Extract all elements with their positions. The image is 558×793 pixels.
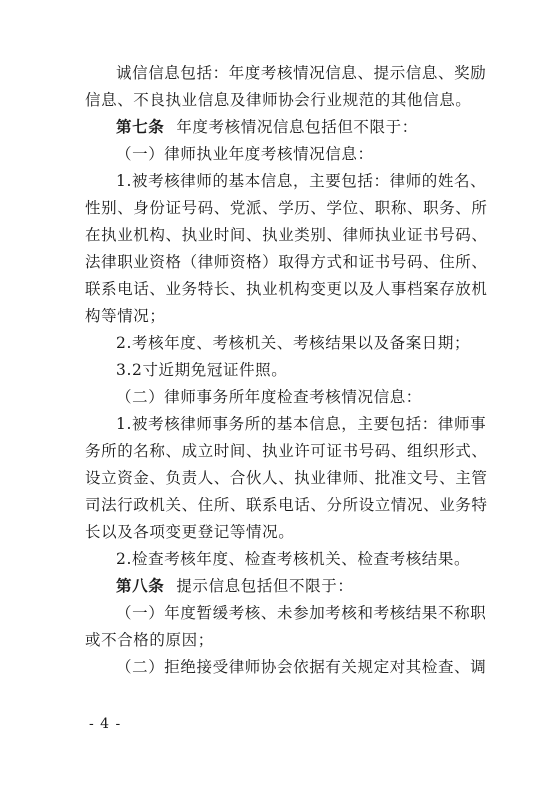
line-text: 信息、不良执业信息及律师协会行业规范的其他信息。 (85, 91, 472, 109)
text-line (85, 519, 477, 546)
line-text: （一）年度暂缓考核、未参加考核和考核结果不称职 (116, 604, 487, 622)
text-line (85, 492, 488, 519)
article-heading: 第七条 (116, 118, 165, 136)
article-line (85, 573, 477, 600)
line-text: 司法行政机关、住所、联系电话、分所设立情况、业务特 (85, 496, 488, 514)
text-line (85, 87, 477, 114)
text-line (85, 60, 487, 87)
line-text: 3.2寸近期免冠证件照。 (116, 361, 288, 379)
text-line (85, 357, 477, 384)
text-line (85, 276, 488, 303)
text-line (85, 627, 477, 654)
line-text: 联系电话、业务特长、执业机构变更以及人事档案存放机 (85, 280, 488, 298)
text-line (85, 249, 488, 276)
line-text: 在执业机构、执业时间、执业类别、律师执业证书号码、 (85, 226, 488, 244)
line-text: （二）律师事务所年度检查考核情况信息： (116, 388, 422, 406)
line-text: （二）拒绝接受律师协会依据有关规定对其检查、调 (116, 658, 487, 676)
line-text: 法律职业资格（律师资格）取得方式和证书号码、住所、 (85, 253, 488, 271)
text-line (85, 546, 477, 573)
text-line (85, 438, 488, 465)
line-text: 或不合格的原因； (85, 631, 214, 649)
text-line (85, 330, 477, 357)
text-line (85, 141, 477, 168)
document-body (85, 60, 488, 681)
line-text: 年度考核情况信息包括但不限于： (176, 118, 418, 136)
text-line (85, 303, 477, 330)
line-text: 2.考核年度、考核机关、考核结果以及备案日期； (116, 334, 471, 352)
text-line (85, 195, 488, 222)
text-line (85, 465, 488, 492)
line-text: 1.被考核律师事务所的基本信息，主要包括：律师事 (116, 415, 487, 433)
text-line (85, 600, 487, 627)
line-text: 2.检查考核年度、检查考核机关、检查考核结果。 (116, 550, 471, 568)
page-number: - 4 - (89, 716, 122, 732)
text-line (85, 222, 488, 249)
article-heading: 第八条 (116, 577, 165, 595)
line-text: 1.被考核律师的基本信息，主要包括：律师的姓名、 (116, 172, 487, 190)
article-line (85, 114, 477, 141)
line-text: 务所的名称、成立时间、执业许可证书号码、组织形式、 (85, 442, 488, 460)
line-text: （一）律师执业年度考核情况信息： (116, 145, 374, 163)
text-line (85, 384, 477, 411)
line-text: 构等情况； (85, 307, 166, 325)
line-text: 诚信信息包括：年度考核情况信息、提示信息、奖励 (116, 64, 487, 82)
line-text: 性别、身份证号码、党派、学历、学位、职称、职务、所 (85, 199, 488, 217)
text-line (85, 654, 487, 681)
line-text: 长以及各项变更登记等情况。 (85, 523, 295, 541)
text-line (85, 168, 487, 195)
text-line (85, 411, 487, 438)
line-text: 提示信息包括但不限于： (176, 577, 354, 595)
line-text: 设立资金、负责人、合伙人、执业律师、批准文号、主管 (85, 469, 488, 487)
